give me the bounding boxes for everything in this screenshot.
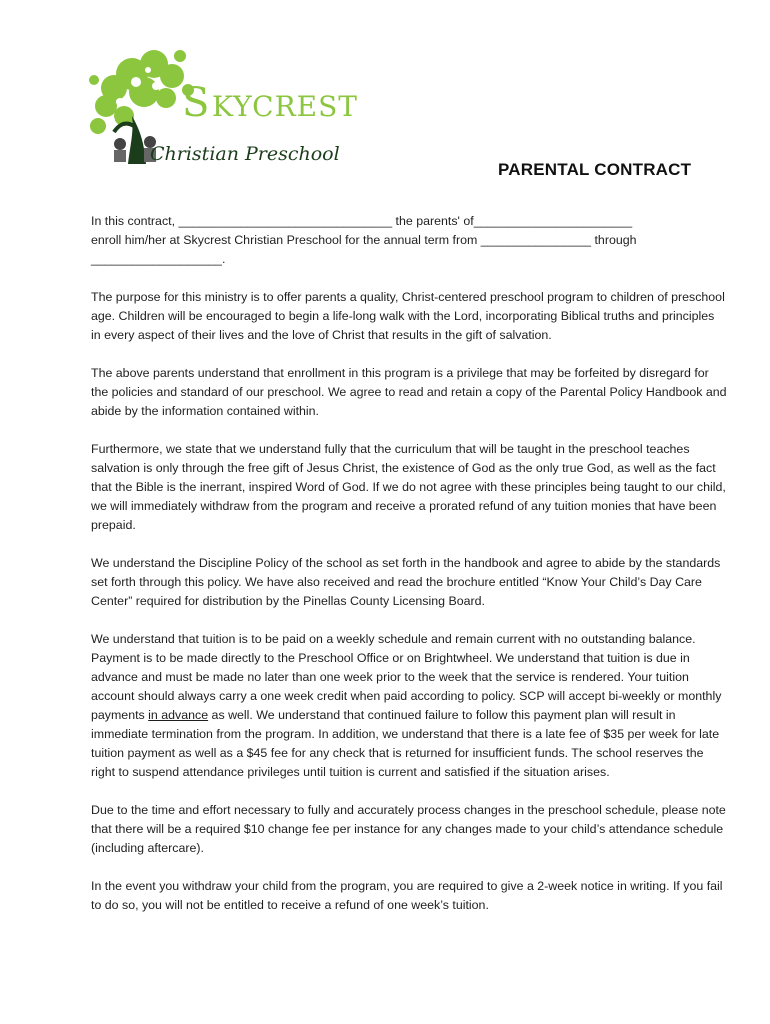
tree-logo-icon [84, 46, 384, 176]
tuition-paragraph [91, 630, 727, 782]
term-start-blank[interactable]: ________________ [480, 233, 592, 247]
change-fee-paragraph: Due to the time and effort necessary to fully and accurately process changes in the preschool schedule, please note that there will be a required $10 change fee per instance for any changes made to your child’s attendance schedule (including aftercare). [91, 803, 726, 855]
contract-body [91, 212, 727, 934]
logo-subtitle: Christian Preschool [150, 143, 340, 165]
withdraw-paragraph: In the event you withdraw your child from the program, you are required to give a 2-week notice in writing. If you fail to do so, you will not be entitled to receive a refund of one week’s tuition. [91, 879, 723, 912]
intro-text: . [221, 252, 226, 266]
logo-name-rest: KYCREST [212, 90, 358, 123]
discipline-paragraph: We understand the Discipline Policy of the school as set forth in the handbook and agree to abide by the standards set forth through this policy. We have also received and read the brochure entitled “Know Your Child’s Day Care Center” required for distribution by the Pinellas County Licensing Board. [91, 556, 721, 608]
intro-text: through [591, 233, 637, 247]
intro-text: enroll him/her at Skycrest Christian Preschool for the annual term from [91, 233, 481, 247]
in-advance-underlined: in advance [148, 708, 209, 722]
tuition-text: We understand that tuition is to be paid on a weekly schedule and remain current with no outstanding balance. Payment is to be made directly to the Preschool Office or on Brightwheel. We understand that tuition is due in advance and must be made no later than one week prior to the week that the service is rendered. Your tuition account should always carry a one week credit when paid according to policy. SCP will accept bi-weekly or monthly payments [91, 632, 722, 722]
intro-text: In this contract, [91, 214, 179, 228]
tuition-text: as well. We understand that continued failure to follow this payment plan will result in immediate termination from the program. In addition, we understand that there is a late fee of $35 per week for late tuition payment as well as a $45 fee for any check that is returned for insufficient funds. The school reserves the right to suspend attendance privileges until tuition is current and satisfied if the situation arises. [91, 708, 720, 779]
term-end-blank[interactable]: ___________________ [91, 252, 222, 266]
intro-paragraph [91, 212, 727, 269]
skycrest-logo [84, 46, 384, 176]
curriculum-paragraph: Furthermore, we state that we understand fully that the curriculum that will be taught in the preschool teaches salvation is only through the free gift of Jesus Christ, the existence of God as the only true God, as well as the fact that the Bible is the inerrant, inspired Word of God. If we do not agree with these principles being taught to our child, we will immediately withdraw from the program and receive a prorated refund of any tuition monies that have been prepaid. [91, 442, 726, 532]
purpose-paragraph: The purpose for this ministry is to offer parents a quality, Christ-centered preschool program to children of preschool age. Children will be encouraged to begin a life-long walk with the Lord, incorporating Biblical truths and principles in every aspect of their lives and the love of Christ that results in the gift of salvation. [91, 290, 725, 342]
child-name-blank[interactable]: _______________________ [473, 214, 633, 228]
page-title: PARENTAL CONTRACT [498, 160, 692, 179]
intro-text: the parents' of [392, 214, 474, 228]
parent-name-blank[interactable]: _______________________________ [178, 214, 393, 228]
logo-name-initial: S [182, 80, 210, 126]
privilege-paragraph: The above parents understand that enrollment in this program is a privilege that may be forfeited by disregard for the policies and standard of our preschool. We agree to read and retain a copy of the Parental Policy Handbook and abide by the information contained within. [91, 366, 727, 418]
